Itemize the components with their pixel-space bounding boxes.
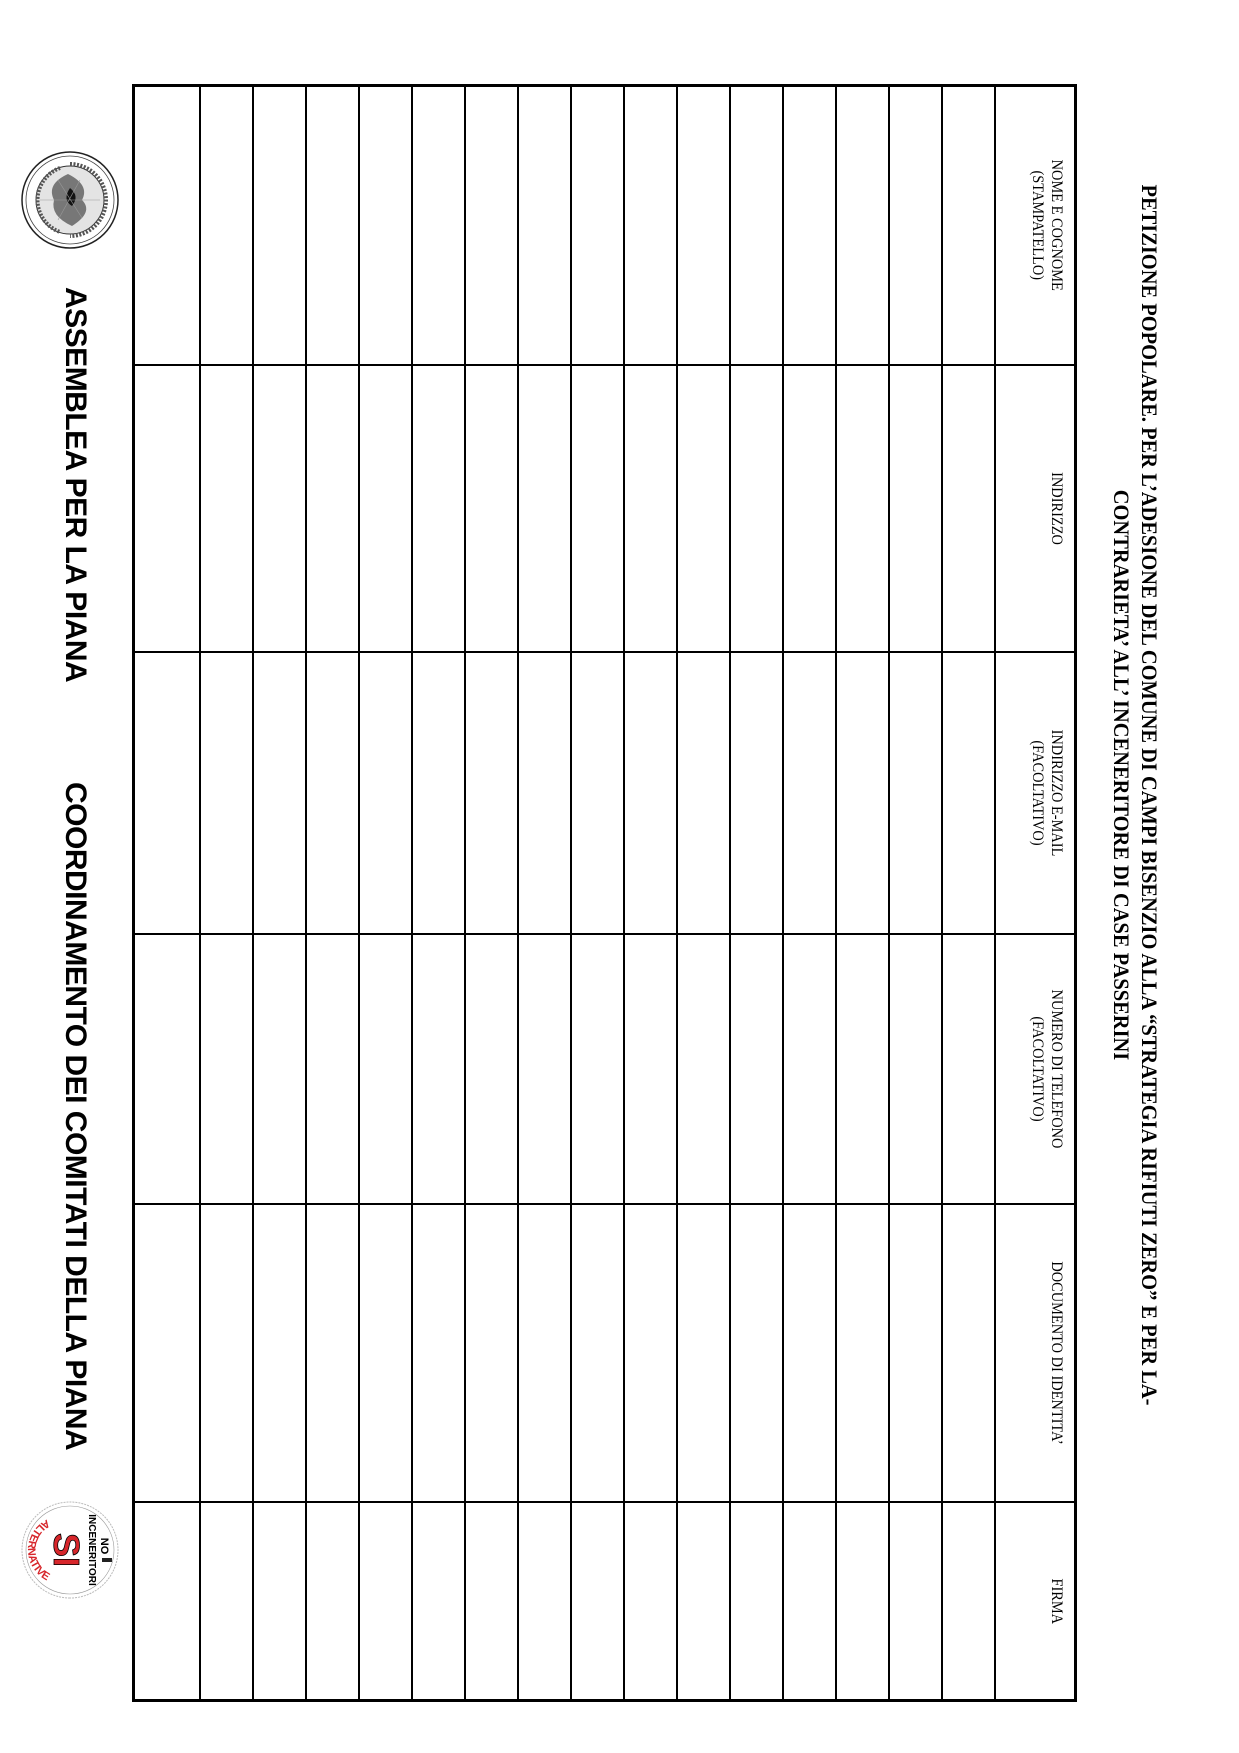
header-signature: [995, 1502, 1076, 1701]
table-row: [200, 86, 253, 1701]
signature-cell[interactable]: [306, 365, 359, 652]
svg-text:ALTERNATIVE: ALTERNATIVE: [24, 1516, 52, 1584]
signature-cell[interactable]: [889, 1502, 942, 1701]
signature-cell[interactable]: [783, 934, 836, 1204]
signature-cell[interactable]: [889, 934, 942, 1204]
table-row: [359, 86, 412, 1701]
signature-cell[interactable]: [624, 1204, 677, 1502]
header-text: DOCUMENTO DI IDENTITA’: [1048, 1260, 1065, 1445]
signature-cell[interactable]: [889, 652, 942, 934]
header-text: NOME E COGNOME: [1048, 159, 1065, 291]
signature-cell[interactable]: [783, 1502, 836, 1701]
signature-cell[interactable]: [677, 652, 730, 934]
signature-cell[interactable]: [518, 1502, 571, 1701]
signature-cell[interactable]: [624, 1502, 677, 1701]
signature-cell[interactable]: [677, 365, 730, 652]
signature-cell[interactable]: [465, 86, 518, 365]
signature-cell[interactable]: [783, 652, 836, 934]
signature-cell[interactable]: [518, 934, 571, 1204]
header-id-document: [995, 1204, 1076, 1502]
signature-cell[interactable]: [677, 86, 730, 365]
table-row: [730, 86, 783, 1701]
footer-coordinamento-label: COORDINAMENTO DEI COMITATI DELLA PIANA: [59, 782, 92, 1451]
header-subtext: (FACOLTATIVO): [1029, 1015, 1046, 1122]
signature-cell[interactable]: [253, 1502, 306, 1701]
signature-cell[interactable]: [836, 652, 889, 934]
signature-cell[interactable]: [942, 365, 995, 652]
signature-cell[interactable]: [134, 365, 201, 652]
header-row: [995, 86, 1076, 1701]
signature-cell[interactable]: [518, 1204, 571, 1502]
table-body: [134, 86, 996, 1701]
table-row: [306, 86, 359, 1701]
signature-cell[interactable]: [200, 1502, 253, 1701]
signature-cell[interactable]: [253, 1204, 306, 1502]
svg-text:NO: NO: [98, 1537, 110, 1555]
signature-cell[interactable]: [518, 86, 571, 365]
header-text: INDIRIZZO E-MAIL: [1048, 729, 1065, 856]
signature-cell[interactable]: [200, 365, 253, 652]
signature-cell[interactable]: [465, 365, 518, 652]
signature-cell[interactable]: [677, 1502, 730, 1701]
table-row: [465, 86, 518, 1701]
svg-text:INCENERITORI: INCENERITORI: [86, 1514, 97, 1586]
signature-cell[interactable]: [730, 652, 783, 934]
signature-cell[interactable]: [677, 1204, 730, 1502]
signature-cell[interactable]: [465, 652, 518, 934]
title-line-2: CONTRARIETA’ ALL’ INCENERITORE DI CASE PASSERINI: [1109, 489, 1134, 1061]
signature-cell[interactable]: [306, 652, 359, 934]
signature-cell[interactable]: [306, 1204, 359, 1502]
signature-cell[interactable]: [518, 365, 571, 652]
footer-assemblea-label: ASSEMBLEA PER LA PIANA: [59, 287, 92, 683]
svg-text:SI: SI: [46, 1532, 87, 1568]
title-line-1: PETIZIONE POPOLARE. PER L’ADESIONE DEL COMUNE DI CAMPI BISENZIO ALLA “STRATEGIA RIFIUTI ZERO” E PER LA-: [1137, 184, 1162, 1406]
signature-cell[interactable]: [730, 934, 783, 1204]
signature-cell[interactable]: [253, 652, 306, 934]
signature-cell[interactable]: [889, 1204, 942, 1502]
signature-cell[interactable]: [200, 652, 253, 934]
signature-cell[interactable]: [412, 934, 465, 1204]
signature-cell[interactable]: [889, 365, 942, 652]
signature-cell[interactable]: [134, 934, 201, 1204]
signature-cell[interactable]: [571, 86, 624, 365]
signature-cell[interactable]: [571, 1204, 624, 1502]
signature-cell[interactable]: [359, 86, 412, 365]
signature-cell[interactable]: [942, 934, 995, 1204]
page-title: [1107, 184, 1163, 1406]
signature-cell[interactable]: [412, 652, 465, 934]
table-row: [942, 86, 995, 1701]
signature-cell[interactable]: [134, 1502, 201, 1701]
signature-cell[interactable]: [571, 652, 624, 934]
signature-cell[interactable]: [730, 365, 783, 652]
signature-cell[interactable]: [412, 86, 465, 365]
signature-cell[interactable]: [412, 365, 465, 652]
signature-cell[interactable]: [836, 86, 889, 365]
signature-cell[interactable]: [730, 1204, 783, 1502]
signature-cell[interactable]: [465, 934, 518, 1204]
signature-cell[interactable]: [889, 86, 942, 365]
signature-cell[interactable]: [306, 1502, 359, 1701]
signature-cell[interactable]: [571, 934, 624, 1204]
signature-cell[interactable]: [134, 86, 201, 365]
signature-cell[interactable]: [836, 1502, 889, 1701]
header-address: [995, 365, 1076, 652]
signature-cell[interactable]: [465, 1204, 518, 1502]
signature-cell[interactable]: [783, 365, 836, 652]
signature-cell[interactable]: [134, 1204, 201, 1502]
table-row: [624, 86, 677, 1701]
signature-cell[interactable]: [942, 1502, 995, 1701]
signature-cell[interactable]: [730, 86, 783, 365]
signature-cell[interactable]: [253, 934, 306, 1204]
signature-cell[interactable]: [624, 365, 677, 652]
signature-cell[interactable]: [253, 365, 306, 652]
header-subtext: (STAMPATELLO): [1029, 170, 1046, 281]
signature-cell[interactable]: [134, 652, 201, 934]
signature-table: [132, 84, 1077, 1702]
signature-cell[interactable]: [465, 1502, 518, 1701]
signature-cell[interactable]: [359, 934, 412, 1204]
table-row: [412, 86, 465, 1701]
signature-cell[interactable]: [359, 365, 412, 652]
table-row: [677, 86, 730, 1701]
signature-cell[interactable]: [942, 86, 995, 365]
header-subtext: (FACOLTATIVO): [1029, 739, 1046, 846]
signature-cell[interactable]: [624, 652, 677, 934]
signature-cell[interactable]: [412, 1204, 465, 1502]
signature-cell[interactable]: [359, 1204, 412, 1502]
signature-cell[interactable]: [518, 652, 571, 934]
signature-cell[interactable]: [306, 86, 359, 365]
signature-cell[interactable]: [836, 934, 889, 1204]
table-row: [571, 86, 624, 1701]
table-row: [134, 86, 201, 1701]
signature-cell[interactable]: [624, 934, 677, 1204]
signature-cell[interactable]: [571, 1502, 624, 1701]
table-row: [836, 86, 889, 1701]
signature-cell[interactable]: [836, 365, 889, 652]
signature-cell[interactable]: [783, 86, 836, 365]
signature-cell[interactable]: [677, 934, 730, 1204]
signature-cell[interactable]: [730, 1502, 783, 1701]
signature-cell[interactable]: [942, 652, 995, 934]
signature-cell[interactable]: [836, 1204, 889, 1502]
table-row: [518, 86, 571, 1701]
signature-cell[interactable]: [783, 1204, 836, 1502]
table-row: [253, 86, 306, 1701]
signature-cell[interactable]: [306, 934, 359, 1204]
signature-cell[interactable]: [200, 934, 253, 1204]
header-phone: [995, 934, 1076, 1204]
header-email: [995, 652, 1076, 934]
table-row: [783, 86, 836, 1701]
signature-cell[interactable]: [253, 86, 306, 365]
no-inceneritori-logo: [20, 1500, 120, 1600]
signature-cell[interactable]: [571, 365, 624, 652]
signature-cell[interactable]: [942, 1204, 995, 1502]
signature-cell[interactable]: [624, 86, 677, 365]
table-row: [889, 86, 942, 1701]
header-name: [995, 86, 1076, 365]
header-text: FIRMA: [1048, 1577, 1065, 1624]
signature-cell[interactable]: [359, 1502, 412, 1701]
signature-cell[interactable]: [200, 1204, 253, 1502]
signature-cell[interactable]: [412, 1502, 465, 1701]
header-text: INDIRIZZO: [1048, 471, 1065, 545]
signature-cell[interactable]: [359, 652, 412, 934]
assemblea-seal-logo: [20, 150, 120, 250]
signature-cell[interactable]: [200, 86, 253, 365]
header-text: NUMERO DI TELEFONO: [1048, 989, 1065, 1148]
